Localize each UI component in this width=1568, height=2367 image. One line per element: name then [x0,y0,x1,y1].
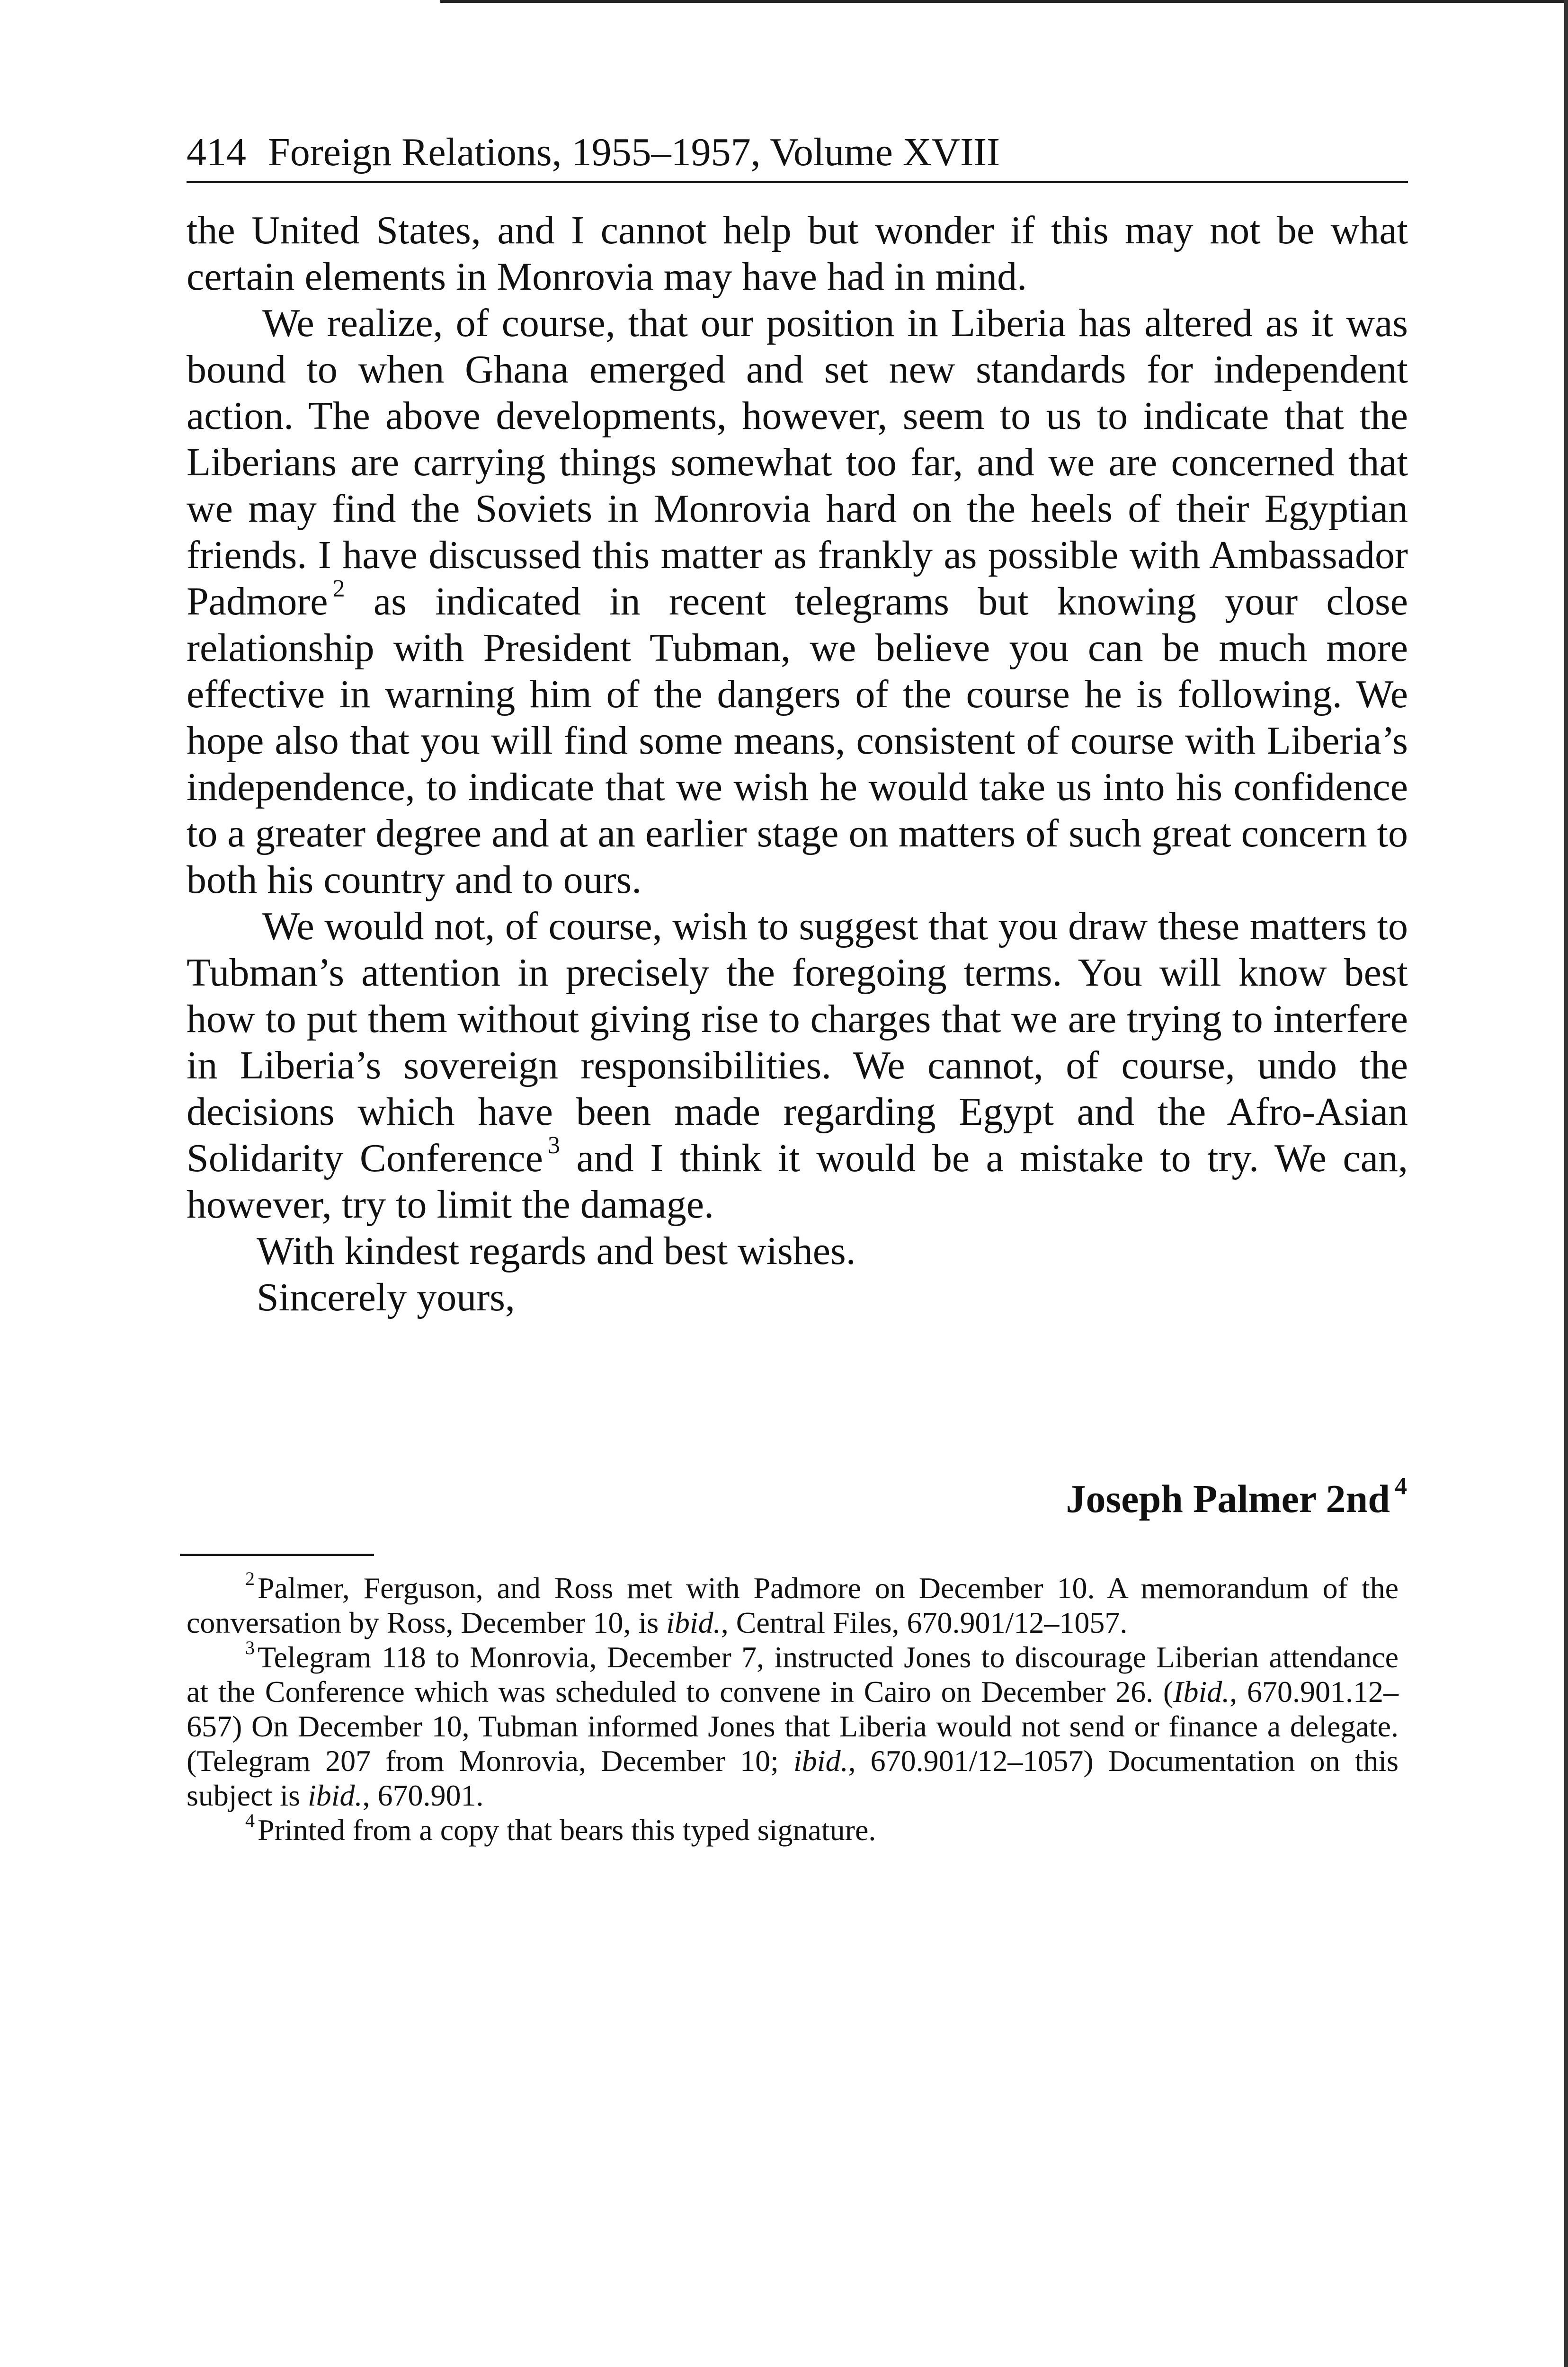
footnote-text: , 670.901. [362,1779,484,1812]
footnote-number: 3 [245,1637,255,1658]
footnote-text: , 670.901/12–1057) Documentation on this subject is [187,1744,1399,1812]
paragraph-text: and I think it would be a mistake to try. We can, however, try to limit the damage. [187,1136,1408,1227]
signature-block [1066,1473,1407,1525]
signature-name: Joseph Palmer 2nd [1066,1477,1390,1521]
footnote-ref-4: 4 [1395,1473,1407,1500]
closing-sincerely: Sincerely yours, [257,1275,515,1319]
running-header [187,124,1408,183]
footnote-text: Printed from a copy that bears this typed signature. [258,1813,876,1847]
footnote-3 [187,1637,1399,1813]
paragraph-text: We realize, of course, that our position in Liberia has altered as it was bound to when Ghana emerged and set new standards for independent action. The above developments, however, seem to us to indicate that the Liberians are carrying things somewhat too far, and we are concerned that we may find the Soviets in Monrovia hard on the heels of their Egyptian friends. I have discussed this matter as frankly as possible with Ambassador Padmore [187,301,1408,623]
footnote-text: , Central Files, 670.901/12–1057. [721,1606,1128,1639]
paragraph-text: as indicated in recent telegrams but knowing your close relationship with President Tubman, we believe you can be much more effective in warning him of the dangers of the course he is following. We hope also that you will find some means, consistent of course with Liberia’s independence, to indicate that we wish he would take us into his confidence to a greater degree and at an earlier stage on matters of such great concern to both his country and to ours. [187,579,1408,902]
footnote-divider [180,1554,374,1556]
footnote-ref-2: 2 [332,575,345,602]
footnote-2 [187,1568,1399,1640]
footnote-text: Palmer, Ferguson, and Ross met with Padmore on December 10. A memorandum of the conversation by Ross, December 10, is [187,1571,1399,1639]
footnote-text: Telegram 118 to Monrovia, December 7, instructed Jones to discourage Liberian attendance at the Conference which was scheduled to convene in Cairo on December 26. ( [187,1640,1399,1709]
paragraph-continuation: the United States, and I cannot help but wonder if this may not be what certain elements in Monrovia may have had in mind. [187,208,1408,299]
letter-body [187,207,1408,1321]
footnotes [187,1568,1399,1847]
footnote-italic: ibid. [666,1606,721,1639]
footnote-number: 2 [245,1568,255,1589]
footnote-ref-3: 3 [547,1132,560,1159]
closing-regards: With kindest regards and best wishes. [257,1229,856,1273]
footnote-4 [187,1810,1399,1847]
footnote-italic: ibid. [307,1779,363,1812]
scan-edge [1564,0,1568,2367]
footnote-text: , 670.901.12–657) On December 10, Tubman informed Jones that Liberia would not send or finance a delegate. (Telegram 207 from Monrovia, December 10; [187,1675,1399,1778]
paragraph-tubman [187,903,1408,1228]
footnote-italic: ibid. [793,1744,848,1778]
page-number: 414 [187,130,246,174]
paragraph-ghana [187,300,1408,903]
paragraph-text: We would not, of course, wish to suggest that you draw these matters to Tubman’s attention in precisely the foregoing terms. You will know best how to put them without giving rise to charges that we are trying to interfere in Liberia’s sovereign responsibilities. We cannot, of course, undo the decisions which have been made regarding Egypt and the Afro-Asian Solidarity Conference [187,904,1408,1180]
footnote-italic: Ibid. [1173,1675,1230,1709]
top-edge-rule [440,0,1568,3]
volume-title: Foreign Relations, 1955–1957, Volume XVIII [268,130,1000,174]
footnote-number: 4 [245,1810,255,1831]
